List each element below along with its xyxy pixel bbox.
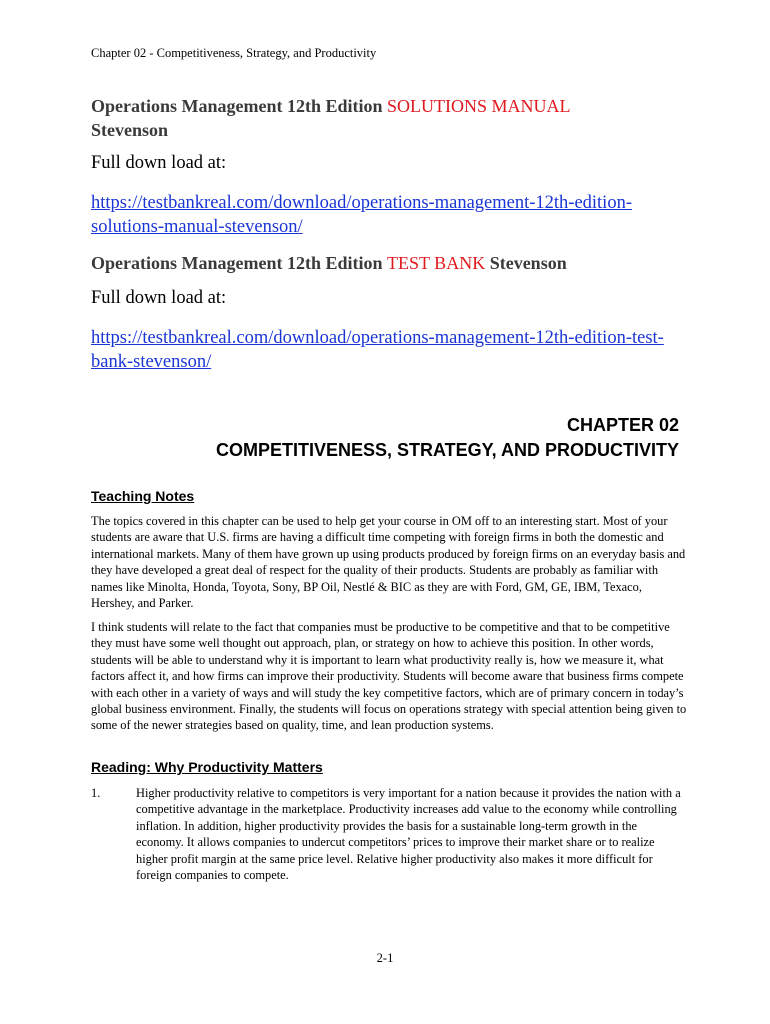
teaching-notes-paragraph-1: The topics covered in this chapter can be used to help get your course in OM off to an interesting start. Most of your students are aware that U.S. firms are having a difficult time competing with foreign firms in both the domestic and international markets. Many of them have grown up using products produced by foreign firms on an everyday basis and they have developed a great deal of respect for the quality of their products. Students are probably as familiar with names like Minolta, Honda, Toyota, Sony, BP Oil, Nestlé & BIC as they are with Ford, GM, GE, IBM, Texaco, Hershey, and Parker.	[91, 514, 686, 611]
solutions-download-link[interactable]	[91, 191, 691, 239]
solutions-manual-highlight: SOLUTIONS MANUAL	[387, 96, 571, 116]
teaching-notes-paragraph-2: I think students will relate to the fact that companies must be productive to be competitive and that to be competitive they must have some well thought out approach, plan, or strategy on how to achieve this position. In other words, students will be able to understand why it is important to learn what productivity really is, how we measure it, what factors affect it, and how firms can improve their productivity. Students will become aware that business firms compete with each other in a variety of ways and will study the key competitive factors, which are of primary concern in today’s global business environment. Finally, the students will focus on operations strategy with special attention being given to some of the newer strategies based on quality, time, and lean production systems.	[91, 620, 687, 733]
list-item-number: 1.	[91, 786, 101, 800]
running-header: Chapter 02 - Competitiveness, Strategy, and Productivity	[91, 46, 377, 60]
solutions-link-line2[interactable]: solutions-manual-stevenson/	[91, 217, 303, 237]
solutions-link-line1[interactable]: https://testbankreal.com/download/operations-management-12th-edition-	[91, 193, 632, 213]
testbank-link-line1[interactable]: https://testbankreal.com/download/operations-management-12th-edition-test-	[91, 328, 664, 348]
testbank-download-label: Full down load at:	[91, 288, 227, 308]
chapter-heading	[216, 413, 679, 463]
testbank-link-line2[interactable]: bank-stevenson/	[91, 352, 212, 372]
solutions-manual-title	[91, 94, 571, 142]
teaching-notes-heading: Teaching Notes	[91, 488, 195, 504]
test-bank-title	[91, 251, 567, 275]
testbank-download-link[interactable]	[91, 326, 691, 374]
solutions-title-author: Stevenson	[91, 120, 169, 140]
solutions-title-text: Operations Management 12th Edition	[91, 96, 388, 116]
page-number: 2-1	[376, 951, 394, 965]
test-bank-highlight: TEST BANK	[387, 253, 486, 273]
testbank-title-text: Operations Management 12th Edition	[91, 253, 388, 273]
chapter-title: COMPETITIVENESS, STRATEGY, AND PRODUCTIVITY	[215, 440, 679, 460]
chapter-number: CHAPTER 02	[566, 415, 679, 435]
list-item-text: Higher productivity relative to competitors is very important for a nation because it provides the nation with a competitive advantage in the marketplace. Productivity increases add value to the economy while controlling inflation. In addition, higher productivity provides the basis for a sustainable long-term growth in the economy. It allows companies to undercut competitors’ prices to improve their market share or to realize higher profit margin at the same price level. Relative higher productivity also makes it more difficult for foreign companies to compete.	[136, 786, 681, 883]
reading-heading: Reading: Why Productivity Matters	[91, 759, 323, 775]
testbank-title-author: Stevenson	[485, 253, 567, 273]
solutions-download-label: Full down load at:	[91, 153, 227, 173]
